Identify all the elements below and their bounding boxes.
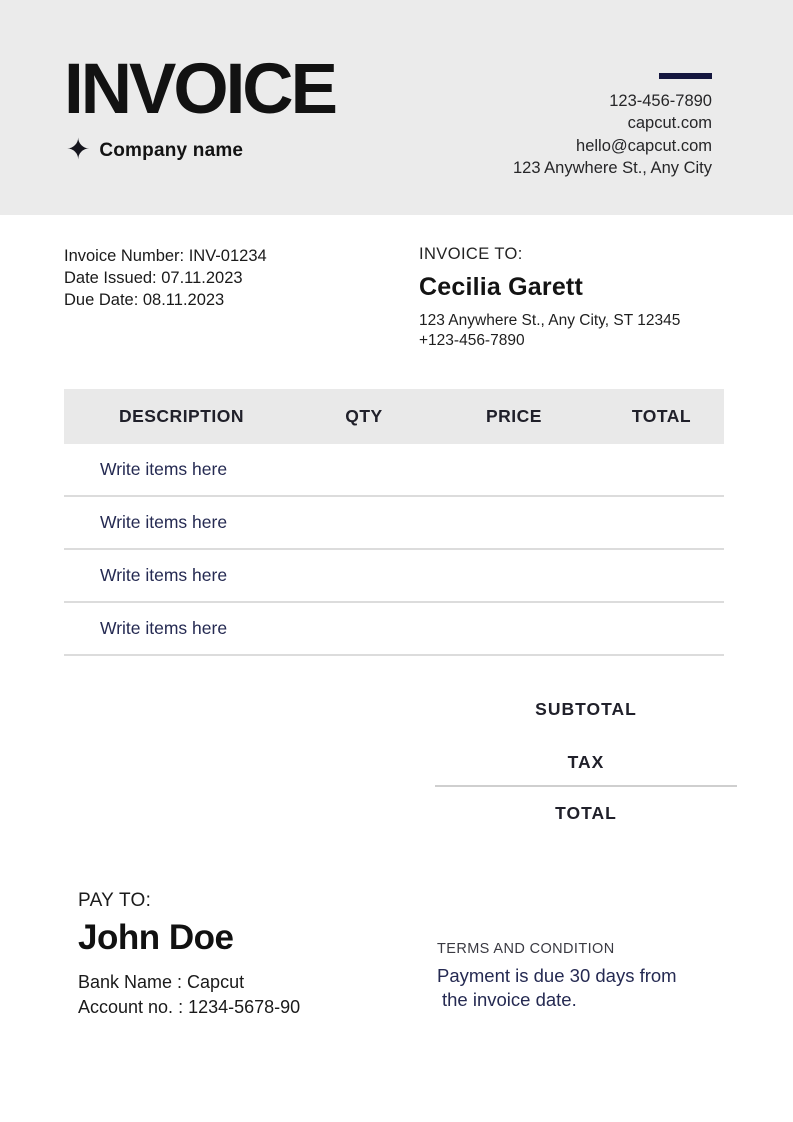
item-description-placeholder[interactable]: Write items here <box>100 459 228 479</box>
contact-address: 123 Anywhere St., Any City <box>512 158 712 177</box>
terms-text-line2: the invoice date. <box>442 988 577 1010</box>
due-date: Due Date: 08.11.2023 <box>64 291 225 309</box>
column-header-description: DESCRIPTION <box>118 406 245 426</box>
table-row <box>64 444 724 497</box>
company-name: Company name <box>99 139 244 161</box>
contact-phone: 123-456-7890 <box>609 92 712 110</box>
invoice-header <box>0 0 793 215</box>
totals-divider <box>435 785 737 787</box>
items-table-header <box>64 389 724 444</box>
table-row <box>64 550 724 603</box>
item-description-placeholder[interactable]: Write items here <box>100 565 228 585</box>
item-description-placeholder[interactable]: Write items here <box>100 512 228 532</box>
pay-to-account-number: Account no. : 1234-5678-90 <box>78 996 301 1017</box>
invoice-number: Invoice Number: INV-01234 <box>64 247 267 265</box>
invoice-title: INVOICE <box>64 50 335 129</box>
bill-to-address: 123 Anywhere St., Any City, ST 12345 <box>419 312 681 329</box>
company-row <box>64 136 335 165</box>
terms-text-line1: Payment is due 30 days from <box>437 965 677 986</box>
column-header-qty: QTY <box>345 406 383 426</box>
accent-dash <box>659 73 712 79</box>
table-row <box>64 603 724 656</box>
column-header-total: TOTAL <box>631 406 692 426</box>
invoice-footer <box>0 890 793 1019</box>
subtotal-label: SUBTOTAL <box>535 699 637 719</box>
item-description-placeholder[interactable]: Write items here <box>100 618 228 638</box>
items-table <box>64 389 724 656</box>
pay-to-bank-name: Bank Name : Capcut <box>78 972 245 992</box>
terms-label: TERMS AND CONDITION <box>437 941 615 957</box>
column-header-price: PRICE <box>486 406 542 426</box>
meta-section <box>0 245 793 351</box>
tax-label: TAX <box>567 752 605 772</box>
header-contact-block <box>513 0 712 215</box>
pay-to-block <box>78 890 300 1019</box>
terms-block <box>437 890 723 1019</box>
totals-block <box>435 699 737 823</box>
bill-to-block <box>419 245 680 351</box>
header-left <box>64 0 335 215</box>
contact-website: capcut.com <box>627 114 712 133</box>
bill-to-label: INVOICE TO: <box>419 245 523 263</box>
pay-to-name: John Doe <box>78 918 234 957</box>
date-issued: Date Issued: 07.11.2023 <box>64 269 243 287</box>
invoice-meta <box>64 245 419 351</box>
bill-to-name: Cecilia Garett <box>419 273 583 301</box>
four-point-star-icon: ✦ <box>66 134 91 166</box>
contact-email: hello@capcut.com <box>576 136 712 155</box>
table-row <box>64 497 724 550</box>
pay-to-label: PAY TO: <box>78 890 152 911</box>
grand-total-label: TOTAL <box>555 803 617 823</box>
bill-to-phone: +123-456-7890 <box>419 332 525 349</box>
